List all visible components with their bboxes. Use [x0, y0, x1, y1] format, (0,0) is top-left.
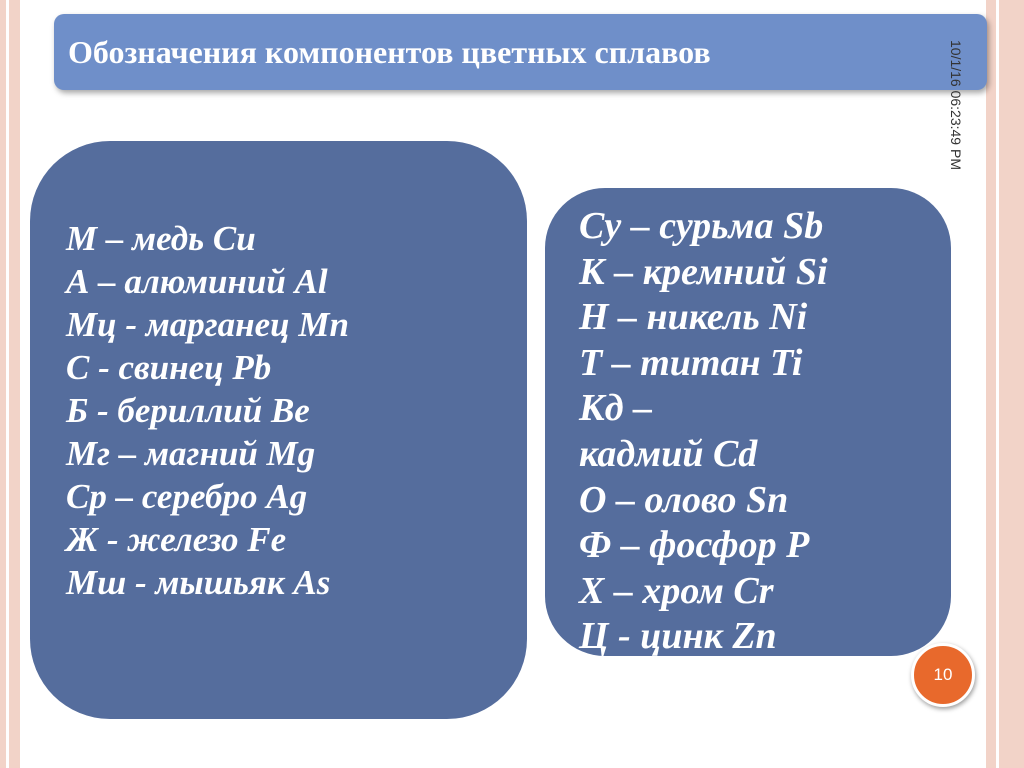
list-item: Ср – серебро Ag [66, 477, 308, 516]
left-elements-panel [30, 141, 527, 719]
right-elements-panel [545, 188, 951, 656]
side-timestamp: 10/1/16 06:23:49 PM [948, 40, 964, 170]
list-item: К – кремний Si [579, 250, 828, 293]
list-item: С - свинец Pb [66, 348, 272, 387]
list-item: Мц - марганец Mn [66, 305, 349, 344]
list-item: Мш - мышьяк As [66, 563, 331, 602]
list-item: кадмий Cd [579, 432, 758, 475]
list-item: О – олово Sn [579, 478, 789, 521]
list-item: Ц - цинк Zn [579, 615, 777, 658]
list-item: Н – никель Ni [579, 296, 808, 339]
list-item: Мг – магний Mg [66, 434, 316, 473]
list-item: Б - бериллий Be [66, 391, 310, 430]
list-item: Су – сурьма Sb [579, 205, 824, 247]
list-item: Т – титан Ti [579, 341, 803, 384]
list-item: М – медь Cu [66, 219, 256, 258]
decorative-frame-right [980, 0, 1024, 768]
list-item: Ф – фосфор P [579, 524, 810, 567]
page-number-badge: 10 [911, 643, 975, 707]
title-bar [54, 14, 987, 90]
slide-title: Обозначения компонентов цветных сплавов [68, 33, 711, 70]
list-item: А – алюминий Al [66, 262, 328, 301]
list-item: Х – хром Cr [579, 569, 774, 612]
list-item: Кд – [579, 387, 653, 430]
list-item: Ж - железо Fe [66, 520, 287, 559]
decorative-frame-left [0, 0, 20, 768]
